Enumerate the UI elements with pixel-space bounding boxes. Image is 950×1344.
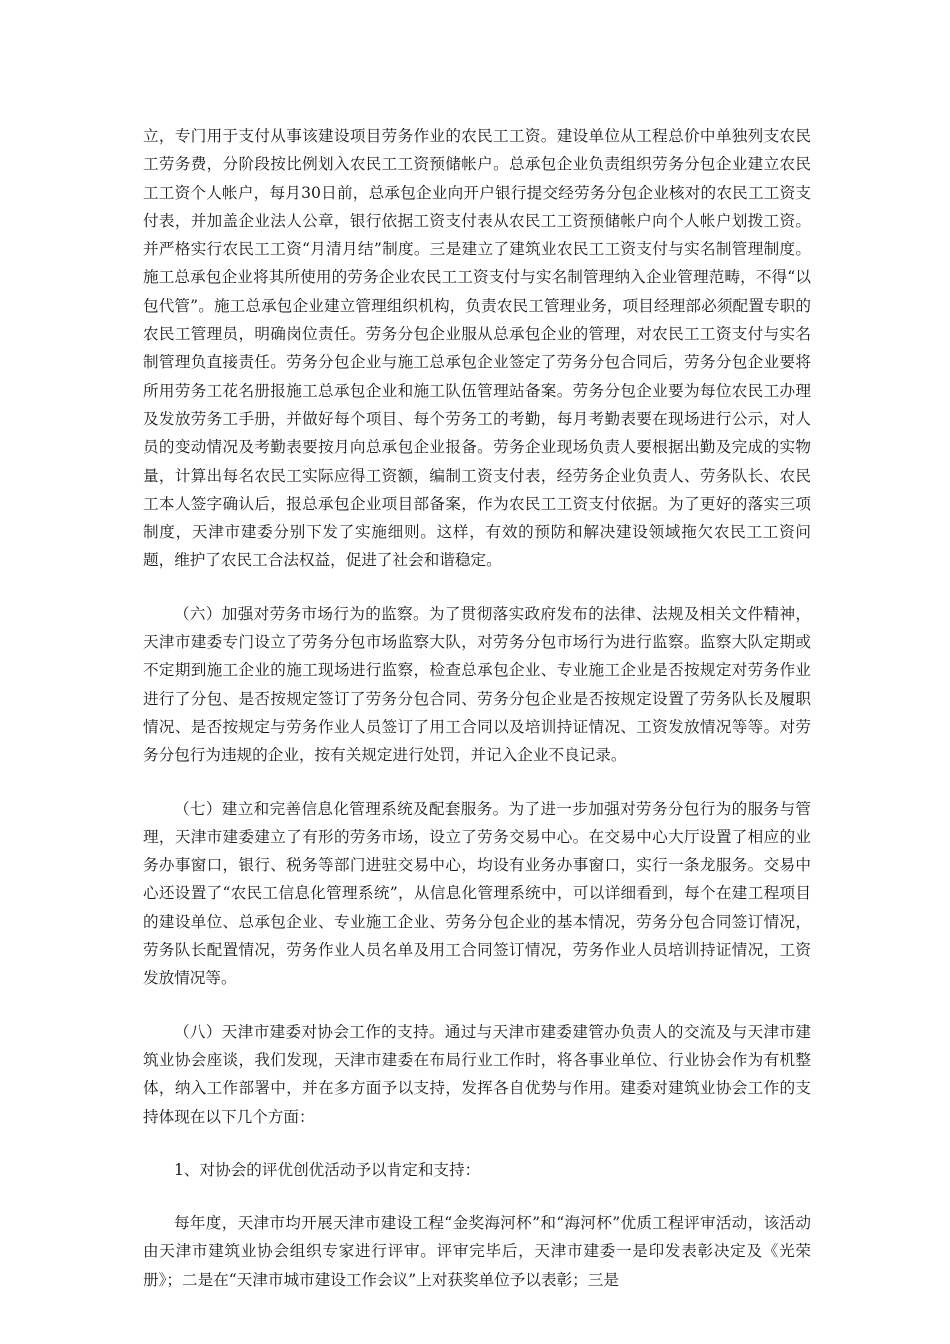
paragraph-section-7: （七）建立和完善信息化管理系统及配套服务。为了进一步加强对劳务分包行为的服务与管理，天津市建委建立了有形的劳务市场，设立了劳务交易中心。在交易中心大厅设置了相应的业务办事窗口，银行、税务等部门进驻交易中心，均设有业务办事窗口，实行一条龙服务。交易中心还设置了“农民工信息化管理系统”，从信息化管理系统中，可以详细看到，每个在建工程项目的建设单位、总承包企业、专业施工企业、劳务分包企业的基本情况，劳务分包合同签订情况，劳务队长配置情况，劳务作业人员名单及用工合同签订情况，劳务作业人员培训持证情况，工资发放情况等。: [143, 799, 811, 988]
paragraph-subheading-1: 1、对协会的评优创优活动予以肯定和支持：: [174, 1160, 481, 1179]
paragraph-awards: 每年度，天津市均开展天津市建设工程“金奖海河杯”和“海河杯”优质工程评审活动，该活动由天津市建筑业协会组织专家进行评审。评审完毕后，天津市建委一是印发表彰决定及《光荣册》；二是在“天津市城市建设工作会议”上对获奖单位予以表彰；三是: [143, 1214, 811, 1289]
document-body: [143, 122, 811, 1294]
paragraph-gap: [143, 993, 811, 1018]
paragraph-gap: [143, 770, 811, 795]
paragraph-section-8: （八）天津市建委对协会工作的支持。通过与天津市建委建管办负责人的交流及与天津市建筑业协会座谈，我们发现，天津市建委在布局行业工作时，将各事业单位、行业协会作为有机整体，纳入工作部署中，并在多方面予以支持，发挥各自优势与作用。建委对建筑业协会工作的支持体现在以下几个方面：: [143, 1022, 811, 1126]
paragraph-section-6: （六）加强对劳务市场行为的监察。为了贯彻落实政府发布的法律、法规及相关文件精神，天津市建委专门设立了劳务分包市场监察大队，对劳务分包市场行为进行监察。监察大队定期或不定期到施工企业的施工现场进行监察，检查总承包企业、专业施工企业是否按规定对劳务作业进行了分包、是否按规定签订了劳务分包合同、劳务分包企业是否按规定设置了劳务队长及履职情况、是否按规定与劳务作业人员签订了用工合同以及培训持证情况、工资发放情况等等。对劳务分包行为违规的企业，按有关规定进行处罚，并记入企业不良记录。: [143, 604, 811, 765]
paragraph-gap: [143, 1131, 811, 1156]
paragraph-gap: [143, 1184, 811, 1209]
paragraph-gap: [143, 575, 811, 600]
paragraph-wage-system: 立，专门用于支付从事该建设项目劳务作业的农民工工资。建设单位从工程总价中单独列支农民工劳务费，分阶段按比例划入农民工工资预储帐户。总承包企业负责组织劳务分包企业建立农民工工资个人帐户，每月30日前，总承包企业向开户银行提交经劳务分包企业核对的农民工工资支付表，并加盖企业法人公章，银行依据工资支付表从农民工工资预储帐户向个人帐户划拨工资。并严格实行农民工工资“月清月结”制度。三是建立了建筑业农民工工资支付与实名制管理制度。施工总承包企业将其所使用的劳务企业农民工工资支付与实名制管理纳入企业管理范畴，不得“以包代管”。施工总承包企业建立管理组织机构，负责农民工管理业务，项目经理部必须配置专职的农民工管理员，明确岗位责任。劳务分包企业服从总承包企业的管理，对农民工工资支付与实名制管理负直接责任。劳务分包企业与施工总承包企业签定了劳务分包合同后，劳务分包企业要将所用劳务工花名册报施工总承包企业和施工队伍管理站备案。劳务分包企业要为每位农民工办理及发放劳务工手册，并做好每个项目、每个劳务工的考勤，每月考勤表要在现场进行公示，对人员的变动情况及考勤表要按月向总承包企业报备。劳务企业现场负责人要根据出勤及完成的实物量，计算出每名农民工实际应得工资额，编制工资支付表，经劳务企业负责人、劳务队长、农民工本人签字确认后，报总承包企业项目部备案，作为农民工工资支付依据。为了更好的落实三项制度，天津市建委分别下发了实施细则。这样，有效的预防和解决建设领域拖欠农民工工资问题，维护了农民工合法权益，促进了社会和谐稳定。: [143, 127, 811, 570]
